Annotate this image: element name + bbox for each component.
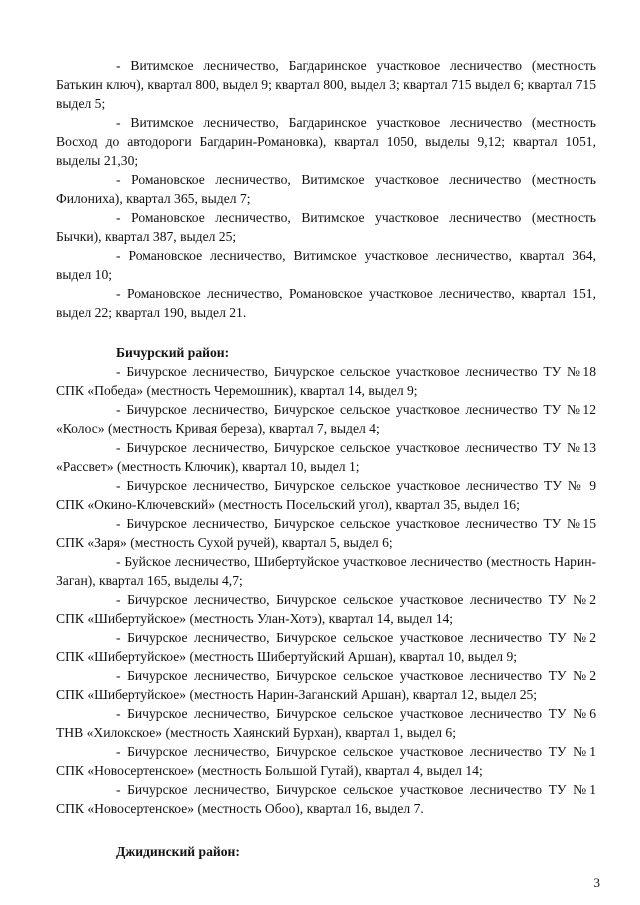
section-heading: Джидинский район:: [116, 844, 240, 859]
document-page: [56, 56, 596, 861]
list-item: - Буйское лесничество, Шибертуйское участковое лесничество (местность Нарин-Заган), квартал 165, выделы 4,7;: [56, 554, 596, 588]
list-item: - Витимское лесничество, Багдаринское участковое лесничество (местность Восход до автодороги Багдарин-Романовка), квартал 1050, выделы 9,12; квартал 1051, выделы 21,30;: [56, 115, 596, 168]
list-item: - Бичурское лесничество, Бичурское сельское участковое лесничество ТУ №2 СПК «Шибертуйское» (местность Нарин-Заганский Аршан), квартал 12, выдел 25;: [56, 668, 596, 702]
list-item: - Бичурское лесничество, Бичурское сельское участковое лесничество ТУ № 9 СПК «Окино-Ключевский» (местность Посельский угол), квартал 35, выдел 16;: [56, 478, 596, 512]
list-item: - Бичурское лесничество, Бичурское сельское участковое лесничество ТУ №13 «Рассвет» (местность Ключик), квартал 10, выдел 1;: [56, 440, 596, 474]
section-heading: Бичурский район:: [116, 345, 230, 360]
list-item: - Бичурское лесничество, Бичурское сельское участковое лесничество ТУ №18 СПК «Победа» (местность Черемошник), квартал 14, выдел 9;: [56, 364, 596, 398]
list-item: - Романовское лесничество, Витимское участковое лесничество (местность Филониха), квартал 365, выдел 7;: [56, 172, 596, 206]
list-item: - Бичурское лесничество, Бичурское сельское участковое лесничество ТУ №6 ТНВ «Хилокское» (местность Хаянский Бурхан), квартал 1, выдел 6;: [56, 706, 596, 740]
list-item: - Бичурское лесничество, Бичурское сельское участковое лесничество ТУ №12 «Колос» (местность Кривая береза), квартал 7, выдел 4;: [56, 402, 596, 436]
list-item: - Бичурское лесничество, Бичурское сельское участковое лесничество ТУ №2 СПК «Шибертуйское» (местность Улан-Хотэ), квартал 14, выдел 14;: [56, 592, 596, 626]
list-item: - Витимское лесничество, Багдаринское участковое лесничество (местность Батькин ключ), квартал 800, выдел 9; квартал 800, выдел 3; квартал 715 выдел 6; квартал 715 выдел 5;: [56, 58, 596, 111]
forestry-list-top: [56, 56, 596, 322]
list-item: - Бичурское лесничество, Бичурское сельское участковое лесничество ТУ №1 СПК «Новосертенское» (местность Обоо), квартал 16, выдел 7.: [56, 782, 596, 816]
list-item: - Бичурское лесничество, Бичурское сельское участковое лесничество ТУ №1 СПК «Новосертенское» (местность Большой Гутай), квартал 4, выдел 14;: [56, 744, 596, 778]
list-item: - Бичурское лесничество, Бичурское сельское участковое лесничество ТУ №2 СПК «Шибертуйское» (местность Шибертуйский Аршан), квартал 10, выдел 9;: [56, 630, 596, 664]
section-dzhida: [56, 842, 596, 861]
list-item: - Романовское лесничество, Витимское участковое лесничество, квартал 364, выдел 10;: [56, 248, 596, 282]
list-item: - Романовское лесничество, Витимское участковое лесничество (местность Бычки), квартал 387, выдел 25;: [56, 210, 596, 244]
list-item: - Бичурское лесничество, Бичурское сельское участковое лесничество ТУ №15 СПК «Заря» (местность Сухой ручей), квартал 5, выдел 6;: [56, 516, 596, 550]
section-bichura: [56, 343, 596, 818]
list-item: - Романовское лесничество, Романовское участковое лесничество, квартал 151, выдел 22; квартал 190, выдел 21.: [56, 286, 596, 320]
page-number: 3: [593, 875, 600, 890]
